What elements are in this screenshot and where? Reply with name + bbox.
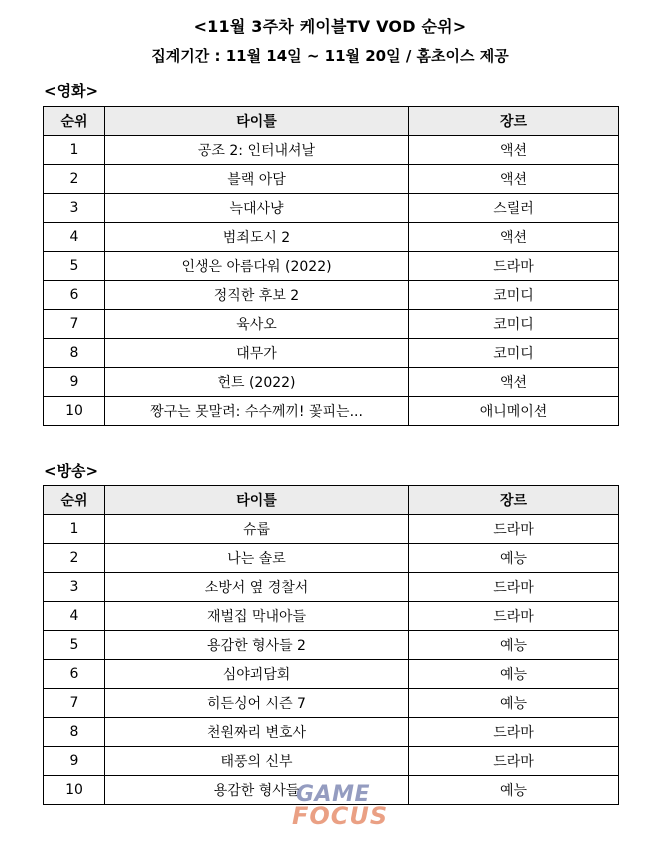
table-row [44,397,619,426]
watermark-game-text: GAME [296,782,371,807]
rank-cell: 8 [44,718,105,747]
genre-column-header: 장르 [409,107,619,136]
genre-cell: 액션 [409,368,619,397]
table-row [44,194,619,223]
table-row [44,281,619,310]
title-column-header: 타이틀 [105,107,409,136]
table-row [44,252,619,281]
genre-cell: 예능 [409,776,619,805]
title-cell: 재벌집 막내아들 [105,602,409,631]
genre-cell: 예능 [409,631,619,660]
table-row [44,136,619,165]
genre-cell: 예능 [409,660,619,689]
rank-cell: 5 [44,252,105,281]
title-cell: 천원짜리 변호사 [105,718,409,747]
genre-cell: 애니메이션 [409,397,619,426]
table-row [44,689,619,718]
title-cell: 용감한 형사들 [105,776,409,805]
genre-cell: 액션 [409,165,619,194]
broadcast-ranking-table [43,485,619,805]
title-cell: 범죄도시 2 [105,223,409,252]
table-row [44,310,619,339]
title-cell: 용감한 형사들 2 [105,631,409,660]
genre-cell: 드라마 [409,602,619,631]
title-cell: 육사오 [105,310,409,339]
genre-cell: 코미디 [409,281,619,310]
rank-cell: 9 [44,368,105,397]
table-row [44,339,619,368]
rank-column-header: 순위 [44,486,105,515]
title-cell: 태풍의 신부 [105,747,409,776]
genre-cell: 드라마 [409,747,619,776]
table-header-row [44,486,619,515]
table-row [44,544,619,573]
rank-cell: 2 [44,544,105,573]
rank-cell: 1 [44,136,105,165]
rank-cell: 10 [44,776,105,805]
rank-cell: 3 [44,194,105,223]
rank-cell: 4 [44,223,105,252]
table-row [44,747,619,776]
genre-cell: 코미디 [409,310,619,339]
genre-cell: 액션 [409,223,619,252]
rank-column-header: 순위 [44,107,105,136]
genre-column-header: 장르 [409,486,619,515]
rank-cell: 6 [44,660,105,689]
movies-section-label: <영화> [44,82,99,100]
broadcast-section-label: <방송> [44,462,99,480]
title-cell: 나는 솔로 [105,544,409,573]
title-cell: 소방서 옆 경찰서 [105,573,409,602]
genre-cell: 코미디 [409,339,619,368]
title-cell: 대무가 [105,339,409,368]
genre-cell: 드라마 [409,573,619,602]
genre-cell: 예능 [409,689,619,718]
table-row [44,515,619,544]
rank-cell: 7 [44,310,105,339]
rank-cell: 9 [44,747,105,776]
title-cell: 헌트 (2022) [105,368,409,397]
table-row [44,573,619,602]
table-row [44,368,619,397]
title-cell: 정직한 후보 2 [105,281,409,310]
title-cell: 인생은 아름다워 (2022) [105,252,409,281]
rank-cell: 3 [44,573,105,602]
movies-ranking-table [43,106,619,426]
genre-cell: 드라마 [409,718,619,747]
genre-cell: 스릴러 [409,194,619,223]
table-row [44,718,619,747]
rank-cell: 1 [44,515,105,544]
title-cell: 공조 2: 인터내셔날 [105,136,409,165]
title-column-header: 타이틀 [105,486,409,515]
rank-cell: 6 [44,281,105,310]
title-cell: 늑대사냥 [105,194,409,223]
title-cell: 짱구는 못말려: 수수께끼! 꽃피는... [105,397,409,426]
table-row [44,631,619,660]
title-cell: 슈룹 [105,515,409,544]
genre-cell: 드라마 [409,515,619,544]
title-cell: 블랙 아담 [105,165,409,194]
aggregation-period: 집계기간 : 11월 14일 ~ 11월 20일 / 홈초이스 제공 [151,47,509,65]
page-title: <11월 3주차 케이블TV VOD 순위> [193,17,467,36]
rank-cell: 10 [44,397,105,426]
title-cell: 심야괴담회 [105,660,409,689]
table-row [44,165,619,194]
table-row [44,223,619,252]
table-row [44,660,619,689]
rank-cell: 5 [44,631,105,660]
table-row [44,602,619,631]
watermark-focus-text: FOCUS [292,802,389,830]
table-header-row [44,107,619,136]
genre-cell: 액션 [409,136,619,165]
rank-cell: 8 [44,339,105,368]
genre-cell: 예능 [409,544,619,573]
title-cell: 히든싱어 시즌 7 [105,689,409,718]
table-row [44,776,619,805]
genre-cell: 드라마 [409,252,619,281]
rank-cell: 4 [44,602,105,631]
rank-cell: 7 [44,689,105,718]
rank-cell: 2 [44,165,105,194]
